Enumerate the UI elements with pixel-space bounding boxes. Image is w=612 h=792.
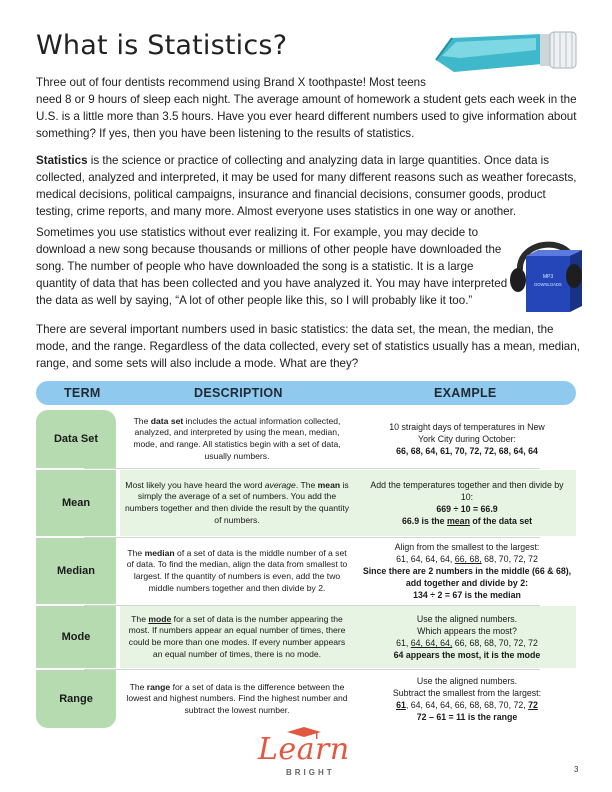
page-title: What is Statistics?	[36, 30, 288, 61]
term-cell: Mean	[36, 470, 116, 536]
intro-paragraph-1: Three out of four dentists recommend using Brand X toothpaste! Most teens need 8 or 9 hours of sleep each night. The average amount of homework a student gets each week in the U.S. is a little more than 3.5 hours. Have you ever heard different numbers used to give information about something? If yes, then you have been listening to the results of statistics.	[36, 76, 577, 140]
table-row	[36, 470, 576, 536]
statistics-term: Statistics	[36, 154, 88, 167]
term-cell: Median	[36, 538, 116, 604]
description-cell: Most likely you have heard the word average. The mean is simply the average of a set of numbers. You add the numbers together and then divide the result by the quantity of numbers.	[124, 479, 350, 525]
page-number: 3	[574, 765, 579, 774]
term-cell: Mode	[36, 606, 116, 668]
row-divider	[84, 468, 540, 469]
box-label-2: DOWNLOADS	[534, 282, 562, 287]
example-cell: Align from the smallest to the largest: 61, 64, 64, 64, 66, 68, 68, 70, 72, 72 Since there are 2 numbers in the middle (66 & 68), add together and divide by 2: 134 ÷ 2 = 67 is the median	[362, 542, 572, 600]
example-cell: Add the temperatures together and then divide by 10: 669 ÷ 10 = 66.9 66.9 is the mean of the data set	[370, 480, 564, 526]
description-cell: The data set includes the actual information collected, analyzed, and interpreted by using the mean, median, mode, and range. All statistics begin with a set of data, usually numbers.	[133, 415, 341, 461]
example-cell: Use the aligned numbers. Which appears the most? 61, 64, 64, 64, 66, 68, 68, 70, 72, 72 64 appears the most, it is the mode	[393, 614, 541, 660]
logo-subtitle: BRIGHT	[286, 768, 335, 777]
headphones-mp3-box-icon	[508, 226, 586, 318]
term-cell: Range	[36, 670, 116, 728]
table-row	[36, 670, 576, 728]
intro-paragraph-4: There are several important numbers used in basic statistics: the data set, the mean, the median, the mode, and the range. Regardless of the data collected, every set of statistics usually has a mean, median, range, and some sets will also include a mode. What are they?	[36, 323, 580, 370]
logo-word: Learn	[258, 732, 350, 767]
intro-paragraph-3: Sometimes you use statistics without ever realizing it. For example, you may decide to download a new song because thousands or millions of other people have downloaded the song. The number of people who have downloaded the song is a statistic. It is a large quantity of data that has been collected and you have analyzed it. You may have interpreted the data as well by saying, “A lot of other people like this, so I will probably like it too.”	[36, 226, 508, 307]
table-row	[36, 606, 576, 668]
table-row	[36, 538, 576, 604]
table-header	[36, 381, 576, 405]
description-cell: The range for a set of data is the difference between the lowest and highest numbers. Find the highest number and subtract the lowest number.	[126, 681, 348, 715]
example-cell: 10 straight days of temperatures in New York City during October: 66, 68, 64, 61, 70, 72, 72, 68, 64, 64	[389, 422, 545, 456]
example-cell: Use the aligned numbers. Subtract the smallest from the largest: 61, 64, 64, 64, 66, 68, 68, 70, 72, 72 72 – 61 = 11 is the range	[392, 676, 542, 722]
intro-paragraph-2: Statistics is the science or practice of collecting and analyzing data in large quantities. Once data is collected, analyzed and interpreted, it may be used for many different reasons such as weather forecasts, medical decisions, political campaigns, insurance and financial decisions, consumer goods, product testing, crime reports, and many more. Almost everyone uses statistics in one way or another.	[36, 154, 577, 218]
table-row	[36, 410, 576, 468]
description-cell: The mode for a set of data is the number appearing the most. If numbers appear an equal number of times, there could be more than one modes. If every number appears an equal number of times, there is no mode.	[128, 613, 346, 659]
description-cell: The median of a set of data is the middle number of a set of data. To find the median, align the data from smallest to largest. If the quantity of numbers is even, add the two middle numbers together and then divide by 2.	[126, 547, 348, 593]
header-term: TERM	[64, 386, 101, 400]
toothpaste-tube-icon	[432, 20, 582, 78]
box-label-1: MP3	[542, 274, 554, 280]
term-cell: Data Set	[36, 410, 116, 468]
header-example: EXAMPLE	[434, 386, 497, 400]
header-description: DESCRIPTION	[194, 386, 283, 400]
learn-bright-logo	[256, 732, 356, 784]
